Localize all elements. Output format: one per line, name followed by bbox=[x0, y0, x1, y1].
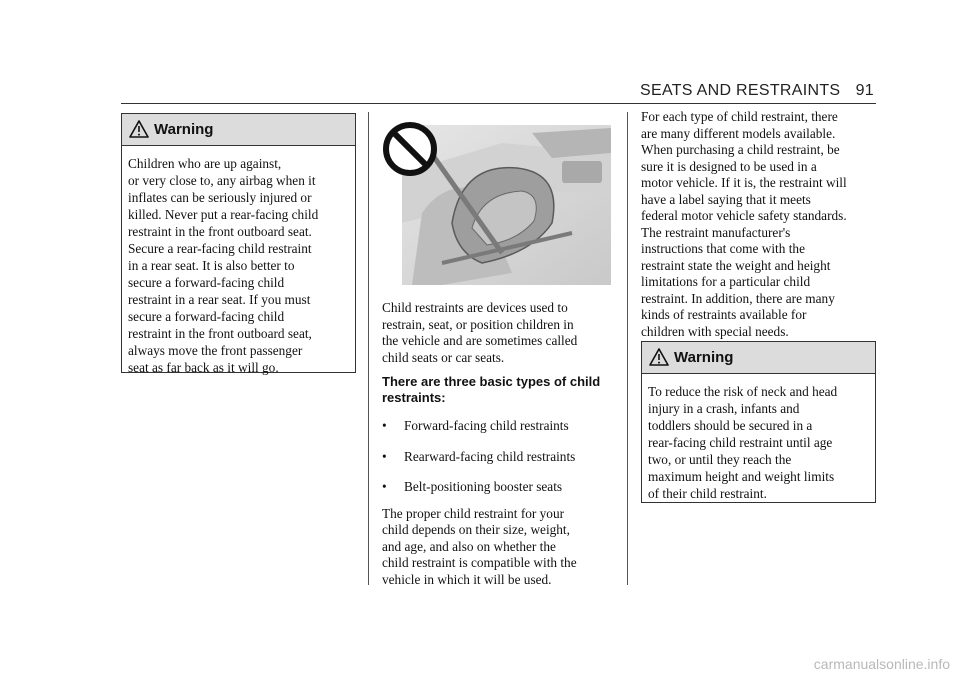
warning-text bbox=[122, 146, 355, 376]
warning-triangle-icon bbox=[649, 348, 669, 366]
text-line: instructions that come with the bbox=[641, 241, 805, 256]
list-item bbox=[382, 449, 622, 466]
text-line: maximum height and weight limits bbox=[648, 469, 835, 484]
text-line: motor vehicle. If it is, the restraint will bbox=[641, 175, 847, 190]
text-line: restrain, seat, or position children in bbox=[382, 316, 574, 332]
text-line: restraint in the front outboard seat. bbox=[128, 224, 312, 239]
text-line: the vehicle and are sometimes called bbox=[382, 333, 578, 348]
warning-text bbox=[642, 374, 875, 502]
intro-paragraph bbox=[382, 300, 622, 366]
text-line: restraint in a rear seat. If you must bbox=[128, 292, 311, 307]
section-title: SEATS AND RESTRAINTS bbox=[640, 82, 841, 99]
text-line: The proper child restraint for your bbox=[382, 505, 565, 521]
warning-triangle-icon bbox=[129, 120, 149, 138]
text-line: secure a forward-facing child bbox=[128, 275, 285, 290]
text-line: The restraint manufacturer's bbox=[641, 224, 791, 240]
text-line: restraint in the front outboard seat, bbox=[128, 326, 312, 341]
text-line: sure it is designed to be used in a bbox=[641, 158, 817, 174]
child-seat-illustration bbox=[382, 113, 611, 285]
closing-paragraph bbox=[382, 506, 622, 589]
page-number: 91 bbox=[855, 82, 874, 99]
text-line: federal motor vehicle safety standards. bbox=[641, 208, 847, 223]
text-line: Secure a rear-facing child restraint bbox=[128, 241, 312, 256]
text-line: killed. Never put a rear-facing child bbox=[128, 207, 319, 222]
text-line: Children who are up against, bbox=[128, 156, 282, 171]
text-line: have a label saying that it meets bbox=[641, 191, 811, 207]
watermark: carmanualsonline.info bbox=[813, 656, 950, 672]
list-item bbox=[382, 479, 622, 496]
list-item-text: Forward-facing child restraints bbox=[404, 418, 569, 433]
text-line: child restraint is compatible with the bbox=[382, 555, 577, 570]
warning-box-neck-injury bbox=[641, 341, 876, 503]
text-line: seat as far back as it will go. bbox=[128, 360, 279, 375]
text-line: When purchasing a child restraint, be bbox=[641, 142, 840, 157]
text-line: There are three basic types of child bbox=[382, 374, 601, 389]
text-line: are many different models available. bbox=[641, 125, 836, 141]
text-line: To reduce the risk of neck and head bbox=[648, 384, 838, 399]
column-divider-left bbox=[368, 112, 369, 585]
text-line: two, or until they reach the bbox=[648, 452, 792, 467]
bullet-mark: • bbox=[382, 448, 387, 464]
warning-title: Warning bbox=[674, 349, 734, 366]
text-line: For each type of child restraint, there bbox=[641, 109, 838, 124]
text-line: and age, and also on whether the bbox=[382, 538, 556, 554]
text-line: always move the front passenger bbox=[128, 343, 303, 358]
text-line: restraints: bbox=[382, 390, 446, 405]
list-item bbox=[382, 418, 622, 435]
warning-header bbox=[642, 342, 875, 374]
text-line: toddlers should be secured in a bbox=[648, 418, 813, 433]
text-line: children with special needs. bbox=[641, 323, 789, 339]
text-line: of their child restraint. bbox=[648, 486, 767, 501]
purchase-paragraph bbox=[641, 109, 881, 340]
text-line: restraint. In addition, there are many bbox=[641, 290, 835, 306]
types-subheading bbox=[382, 374, 622, 406]
bullet-mark: • bbox=[382, 418, 387, 433]
middle-column bbox=[382, 300, 622, 596]
text-line: injury in a crash, infants and bbox=[648, 401, 800, 416]
text-line: in a rear seat. It is also better to bbox=[128, 258, 295, 273]
column-divider-right bbox=[627, 112, 628, 585]
text-line: inflates can be seriously injured or bbox=[128, 190, 312, 205]
text-line: secure a forward-facing child bbox=[128, 309, 285, 324]
text-line: limitations for a particular child bbox=[641, 274, 811, 289]
warning-box-airbag bbox=[121, 113, 356, 373]
warning-header bbox=[122, 114, 355, 146]
text-line: kinds of restraints available for bbox=[641, 307, 807, 322]
text-line: or very close to, any airbag when it bbox=[128, 173, 316, 188]
bullet-mark: • bbox=[382, 479, 387, 494]
warning-title: Warning bbox=[154, 121, 214, 138]
text-line: restraint state the weight and height bbox=[641, 257, 831, 273]
text-line: Child restraints are devices used to bbox=[382, 300, 568, 315]
text-line: rear-facing child restraint until age bbox=[648, 435, 833, 450]
header-rule bbox=[121, 103, 876, 104]
text-line: child depends on their size, weight, bbox=[382, 522, 570, 537]
right-column bbox=[641, 109, 881, 348]
list-item-text: Rearward-facing child restraints bbox=[404, 448, 576, 464]
list-item-text: Belt-positioning booster seats bbox=[404, 479, 563, 494]
text-line: child seats or car seats. bbox=[382, 349, 505, 365]
text-line: vehicle in which it will be used. bbox=[382, 571, 552, 587]
